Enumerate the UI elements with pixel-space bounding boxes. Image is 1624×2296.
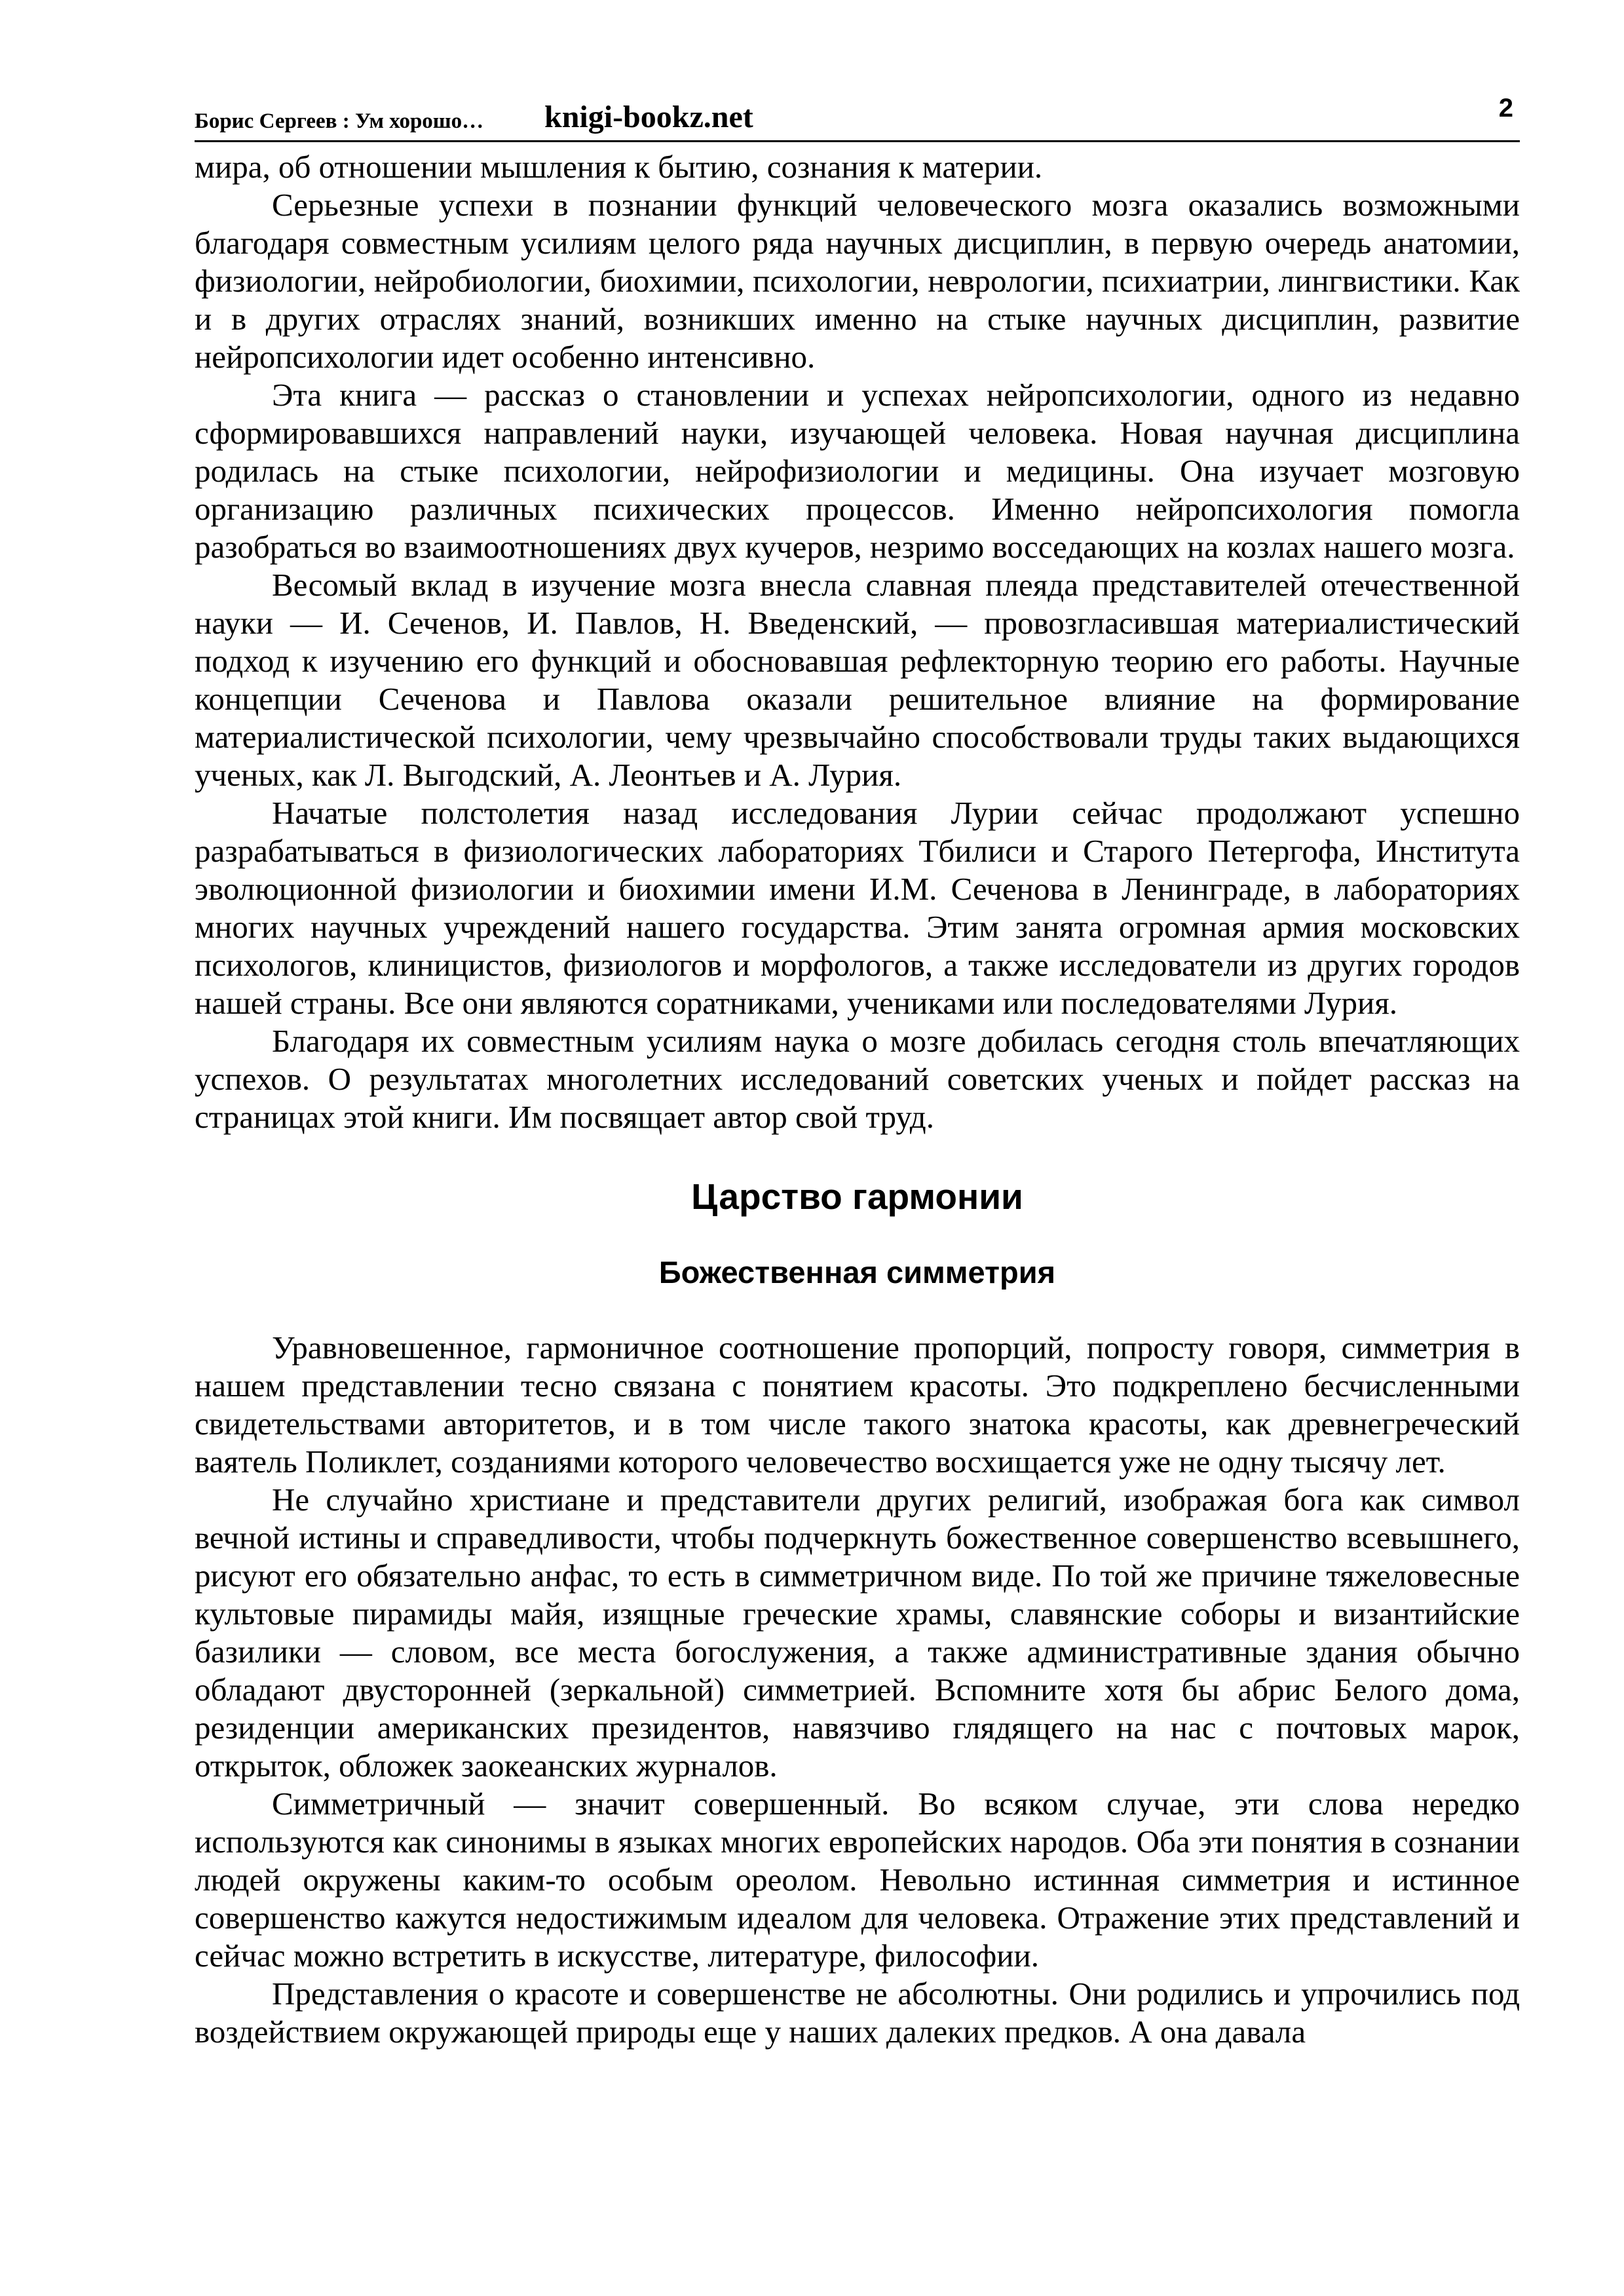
header-site-link: knigi-bookz.net bbox=[544, 100, 753, 134]
chapter-title: Царство гармонии bbox=[691, 1176, 1023, 1217]
paragraph: Не случайно христиане и представители других религий, изображая бога как символ вечной истины и справедливости, чтобы подчеркнуть божественное совершенство всевышнего, рисуют его обязательно анфас, то есть в симметричном виде. По той же причине тяжеловесные культовые пирамиды майя, изящные греческие храмы, славянские соборы и византийские базилики — словом, все места богослужения, а также административные здания обычно обладают двусторонней (зеркальной) симметрией. Вспомните хотя бы абрис Белого дома, резиденции американских президентов, навязчиво глядящего на нас с почтовых марок, открыток, обложек заокеанских журналов. bbox=[195, 1482, 1520, 1784]
page-number: 2 bbox=[1498, 94, 1513, 123]
paragraph: Начатые полстолетия назад исследования Лурии сейчас продолжают успешно разрабатываться в физиологических лабораториях Тбилиси и Старого Петергофа, Института эволюционной физиологии и биохимии имени И.М. Сеченова в Ленинграде, в лабораториях многих научных учреждений нашего государства. Этим занята огромная армия московских психологов, клиницистов, физиологов и морфологов, а также исследователи из других городов нашей страны. Все они являются соратниками, учениками или последователями Лурия. bbox=[195, 795, 1520, 1021]
running-header bbox=[195, 92, 1520, 142]
paragraph: Весомый вклад в изучение мозга внесла славная плеяда представителей отечественной науки — И. Сеченов, И. Павлов, Н. Введенский, — провозгласившая материалистический подход к изучению его функций и обосновавшая рефлекторную теорию его работы. Научные концепции Сеченова и Павлова оказали решительное влияние на формирование материалистической психологии, чему чрезвычайно способствовали труды таких выдающихся ученых, как Л. Выгодский, А. Леонтьев и А. Лурия. bbox=[195, 567, 1520, 793]
paragraph: мира, об отношении мышления к бытию, сознания к материи. bbox=[195, 149, 1043, 185]
paragraph: Уравновешенное, гармоничное соотношение пропорций, попросту говоря, симметрия в нашем представлении тесно связана с понятием красоты. Это подкреплено бесчисленными свидетельствами авторитетов, и в том числе такого знатока красоты, как древнегреческий ваятель Поликлет, созданиями которого человечество восхищается уже не одну тысячу лет. bbox=[195, 1330, 1520, 1480]
paragraph: Эта книга — рассказ о становлении и успехах нейропсихологии, одного из недавно сформировавшихся направлений науки, изучающей человека. Новая научная дисциплина родилась на стыке психологии, нейрофизиологии и медицины. Она изучает мозговую организацию различных психических процессов. Именно нейропсихология помогла разобраться во взаимоотношениях двух кучеров, незримо восседающих на козлах нашего мозга. bbox=[195, 377, 1520, 565]
section-title: Божественная симметрия bbox=[658, 1255, 1056, 1290]
page-body bbox=[195, 148, 1520, 2051]
paragraph: Серьезные успехи в познании функций человеческого мозга оказались возможными благодаря совместным усилиям целого ряда научных дисциплин, в первую очередь анатомии, физиологии, нейробиологии, биохимии, психологии, неврологии, психиатрии, лингвистики. Как и в других отраслях знаний, возникших именно на стыке научных дисциплин, развитие нейропсихологии идет особенно интенсивно. bbox=[195, 187, 1520, 375]
paragraph: Представления о красоте и совершенстве не абсолютны. Они родились и упрочились под воздействием окружающей природы еще у наших далеких предков. А она давала bbox=[195, 1976, 1520, 2050]
header-author-title: Борис Сергеев : Ум хорошо… bbox=[195, 109, 484, 133]
section-spacer bbox=[195, 1291, 1520, 1329]
paragraph: Симметричный — значит совершенный. Во всяком случае, эти слова нередко используются как синонимы в языках многих европейских народов. Оба эти понятия в сознании людей окружены каким-то особым ореолом. Невольно истинная симметрия и истинное совершенство кажутся недостижимым идеалом для человека. Отражение этих представлений и сейчас можно встретить в искусстве, литературе, философии. bbox=[195, 1786, 1520, 1974]
paragraph: Благодаря их совместным усилиям наука о мозге добилась сегодня столь впечатляющих успехов. О результатах многолетних исследований советских ученых и пойдет рассказ на страницах этой книги. Им посвящает автор свой труд. bbox=[195, 1023, 1520, 1135]
